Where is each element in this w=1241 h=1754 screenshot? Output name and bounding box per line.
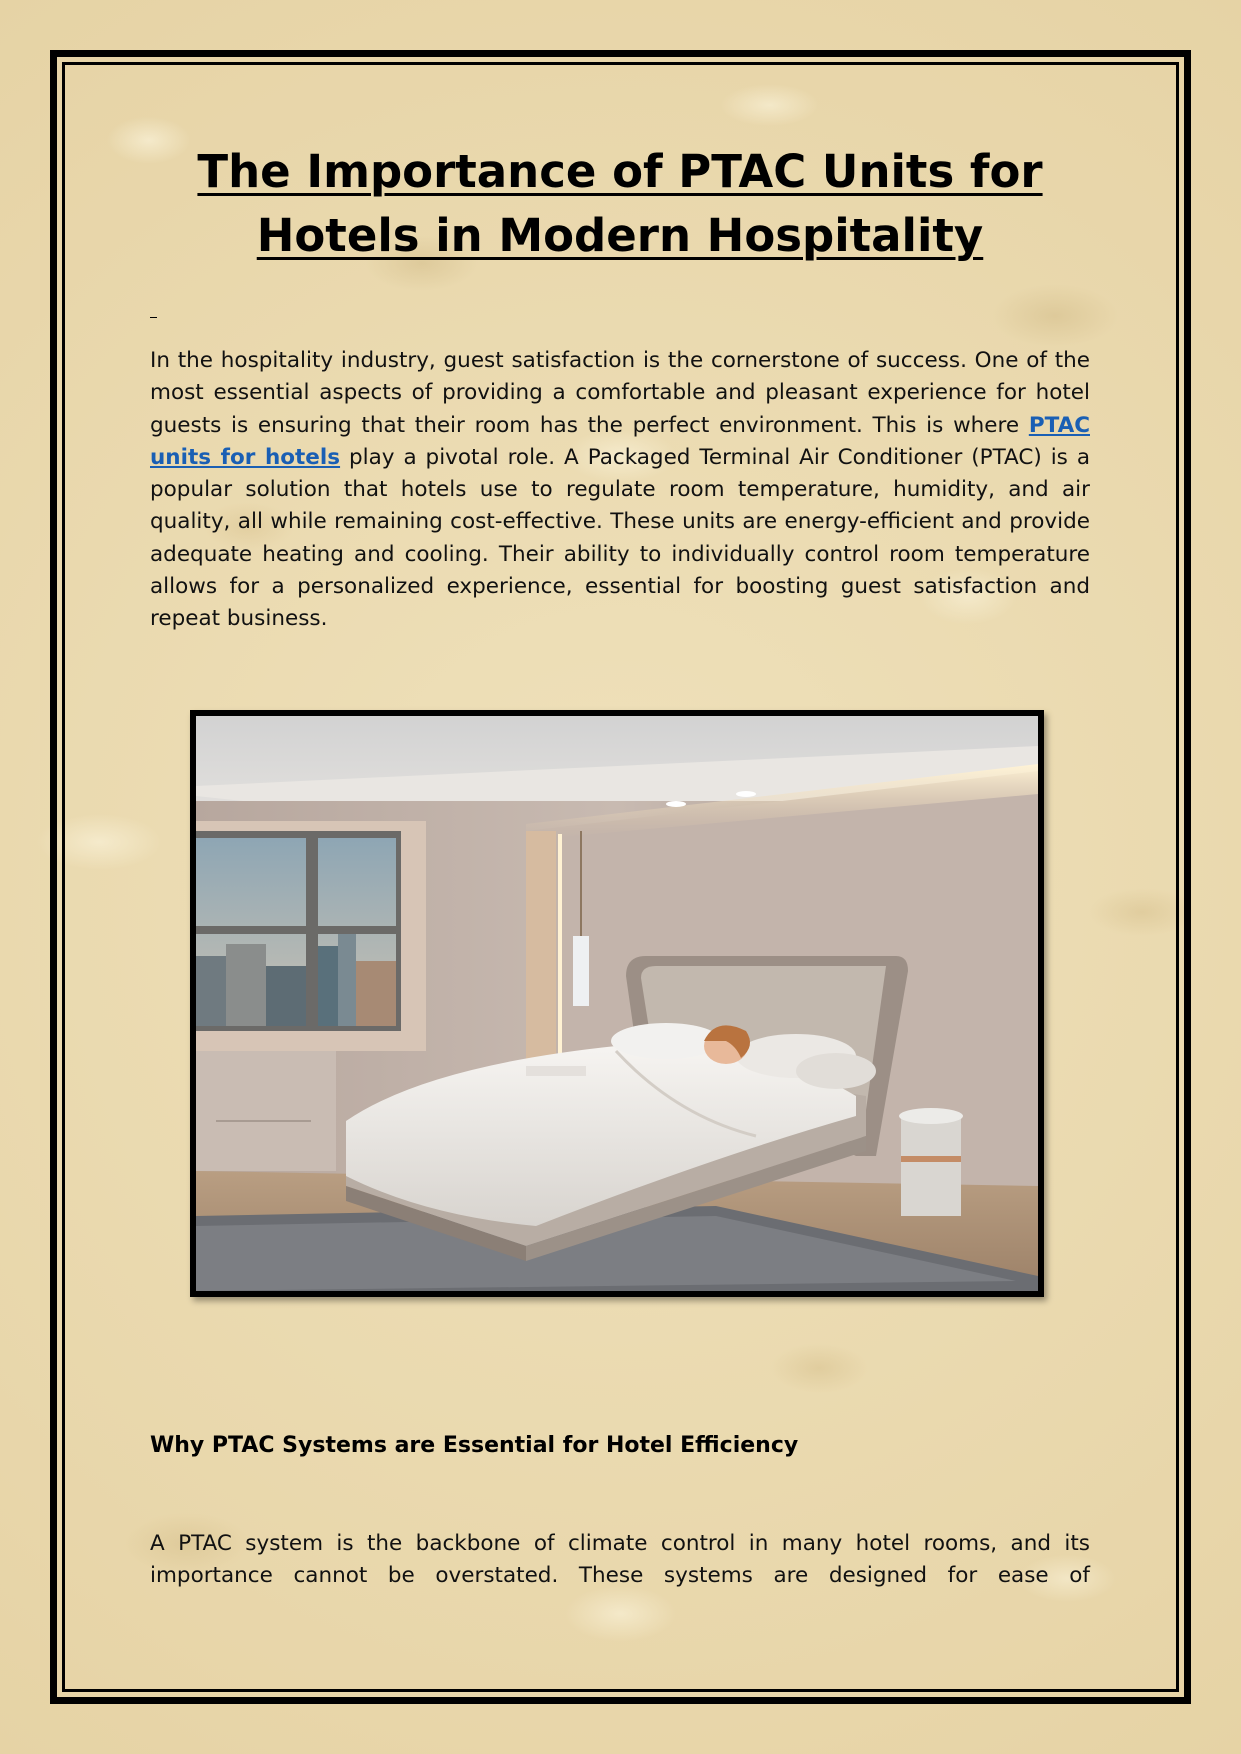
section-heading: Why PTAC Systems are Essential for Hotel Efficiency — [150, 1433, 799, 1458]
empty-line-mark — [150, 317, 157, 318]
intro-text-before-link: In the hospitality industry, guest satisfaction is the cornerstone of success. One of the most essential aspects of providing a comfortable and pleasant experience for hotel guests is ensuring that their room has the perfect environment. This is where — [150, 348, 1090, 438]
hotel-room-photo — [190, 710, 1044, 1297]
section-paragraph: A PTAC system is the backbone of climate control in many hotel rooms, and its importance cannot be overstated. These systems are designed for ease of — [150, 1531, 1090, 1589]
document-content — [150, 140, 1090, 1589]
intro-text-after-link: play a pivotal role. A Packaged Terminal Air Conditioner (PTAC) is a popular solution that hotels use to regulate room temperature, humidity, and air quality, all while remaining cost-effective. These units are energy-efficient and provide adequate heating and cooling. Their ability to individually control room temperature allows for a personalized experience, essential for boosting guest satisfaction and repeat business. — [150, 444, 1090, 632]
intro-paragraph — [150, 345, 1090, 636]
hotel-room-illustration — [196, 716, 1038, 1291]
document-title: The Importance of PTAC Units for Hotels in Modern Hospitality — [197, 145, 1043, 262]
ptac-units-link[interactable]: PTAC units for hotels — [150, 412, 1090, 470]
